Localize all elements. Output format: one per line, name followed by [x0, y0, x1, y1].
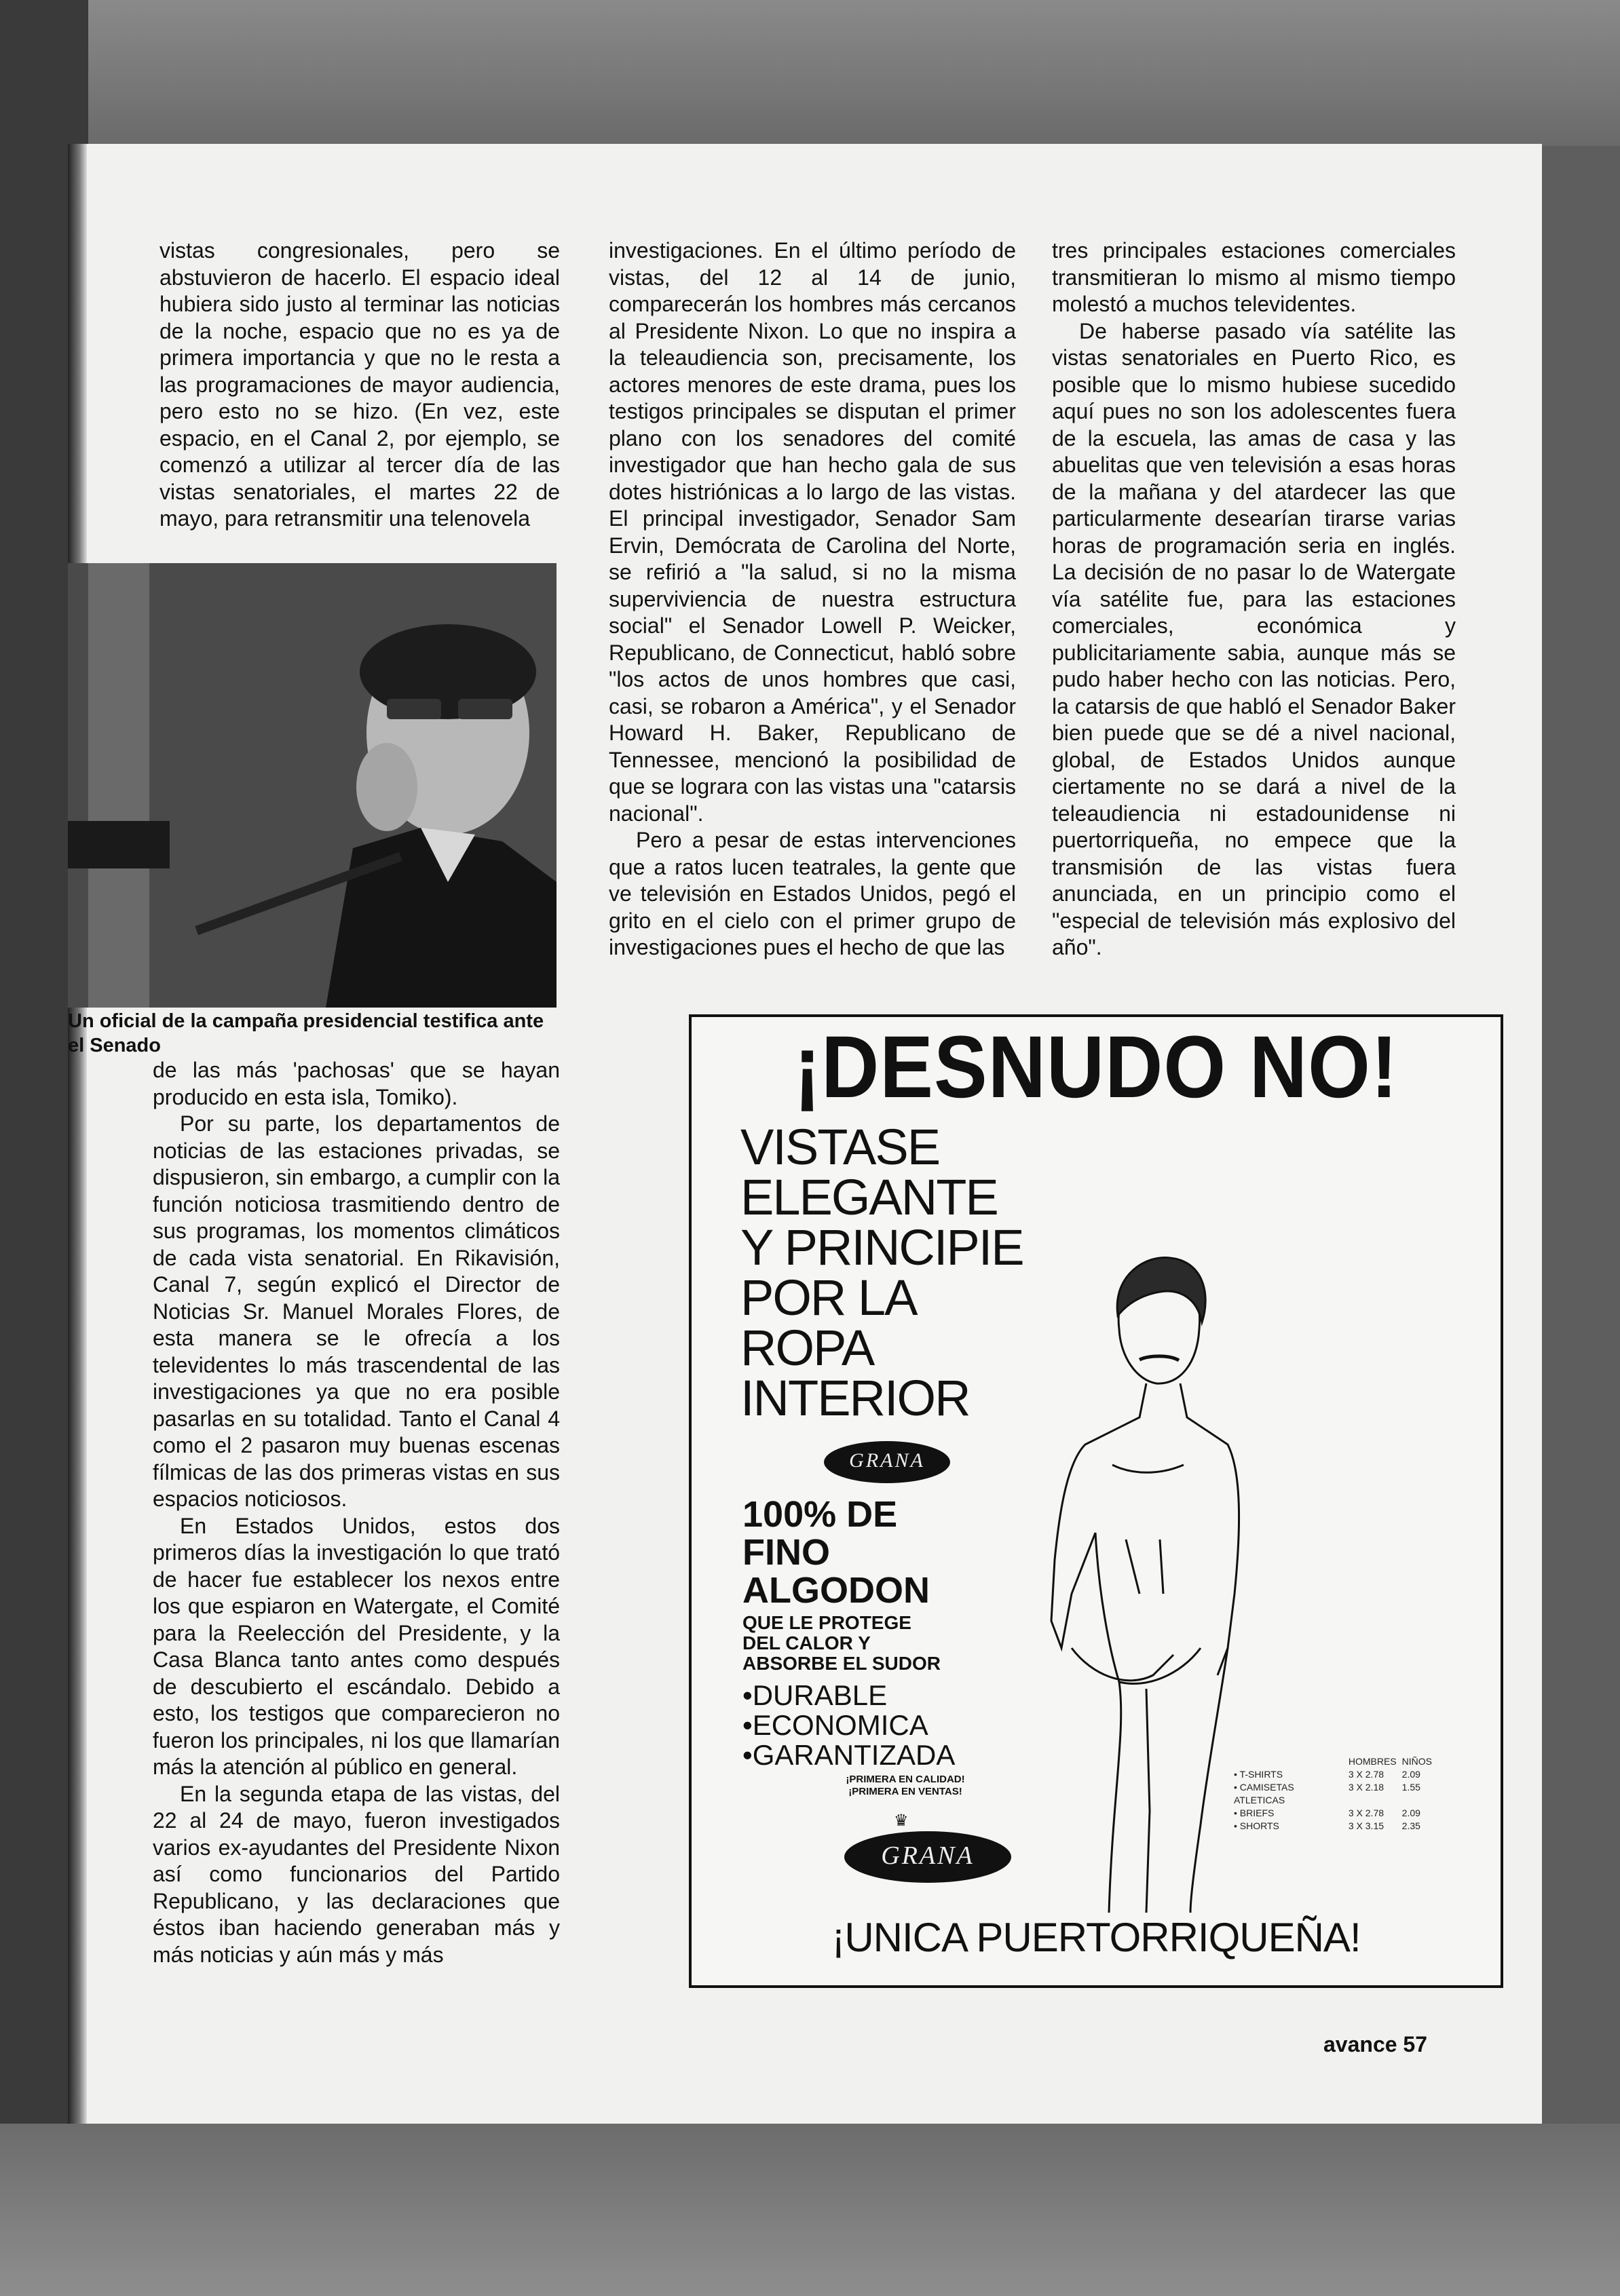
price-header: HOMBRES — [1348, 1756, 1397, 1767]
price-men: 3 X 2.78 — [1348, 1769, 1384, 1780]
price-item: • T-SHIRTS — [1234, 1769, 1283, 1780]
ad-subhead-line: ROPA — [740, 1320, 874, 1376]
price-kids: 2.09 — [1401, 1807, 1420, 1818]
column-1-top — [159, 237, 560, 533]
ad-feature: •DURABLE — [742, 1679, 888, 1711]
ad-subhead-line: ELEGANTE — [740, 1169, 998, 1225]
ad-subhead-line: VISTASE — [740, 1119, 940, 1175]
paragraph: investigaciones. En el último período de vistas, del 12 al 14 de junio, comparecerán los hombres más cercanos al Presidente Nixon. Lo que no inspira a la teleaudiencia son, precisamente, los actores menores de este drama, pues los testigos principales se disputan el primer plano con los senadores del comité investigador que han hecho gala de sus dotes histriónicas a lo largo de las vistas. El principal investigador, Senador Sam Ervin, Demócrata de Carolina del Norte, se refirió a "la salud, si no la misma superviviencia de nuestra estructura social" el Senador Lowell P. Weicker, Republicano, de Connecticut, habló sobre "los actos de unos hombres que casi, casi, se robaron a América", y el Senador Howard H. Baker, Republicano de Tennessee, mencionó la posibilidad de que se lograra con las vistas una "catarsis nacional". — [609, 238, 1016, 826]
ad-footer: ¡UNICA PUERTORRIQUEÑA! — [831, 1915, 1361, 1960]
price-item: • SHORTS — [1234, 1820, 1279, 1831]
column-3 — [1052, 237, 1456, 961]
column-2 — [609, 237, 1016, 961]
price-row — [1231, 1768, 1435, 1781]
price-item: • CAMISETAS ATLETICAS — [1234, 1782, 1294, 1805]
ad-slogan-line: ¡PRIMERA EN CALIDAD! — [846, 1774, 965, 1785]
ad-slogan-line: ¡PRIMERA EN VENTAS! — [848, 1786, 962, 1797]
senate-testimony-photo — [68, 563, 557, 1008]
paragraph: Por su parte, los departamentos de noticias de las estaciones privadas, se dispusieron, sin embargo, a cumplir con la función noticiosa trasmitiendo dentro de sus programas, los momentos climáticos de cada vista senatorial. En Rikavisión, Canal 7, según explicó el Director de Noticias Sr. Manuel Morales Flores, de esta manera se le ofrecía a los televidentes lo más trascendental de las investigaciones ya que no era posible pasarlas en su totalidad. Tanto el Canal 4 como el 2 pasaron muy buenas escenas fílmicas de las dos primeras vistas en sus espacios noticiosos. — [153, 1111, 560, 1511]
paragraph: vistas congresionales, pero se abstuvieron de hacerlo. El espacio ideal hubiera sido justo al terminar las noticias de la noche, espacio que no es ya de primera importancia y que no le resta a las programaciones de mayor audiencia, pero esto no se hizo. (En vez, este espacio, en el Canal 2, por ejemplo, se comenzó a utilizar al tercer día de las vistas senatoriales, el martes 22 de mayo, para retransmitir una telenovela — [159, 238, 560, 531]
grana-logo-bottom: GRANA — [844, 1831, 1011, 1883]
ad-cotton-line: ALGODON — [742, 1570, 930, 1611]
ad-cotton-line: 100% DE — [742, 1494, 898, 1535]
ad-feature: •GARANTIZADA — [742, 1739, 956, 1771]
ad-feature: •ECONOMICA — [742, 1709, 928, 1741]
price-men: 3 X 3.15 — [1348, 1820, 1384, 1831]
ad-headline: ¡DESNUDO NO! — [793, 1018, 1399, 1117]
ad-protect-claim — [742, 1613, 1095, 1674]
male-figure-illustration — [1044, 1241, 1248, 1913]
price-header: NIÑOS — [1401, 1756, 1432, 1767]
paragraph: de las más 'pachosas' que se hayan producido en esta isla, Tomiko). — [153, 1058, 560, 1109]
ad-protect-line: ABSORBE EL SUDOR — [742, 1653, 941, 1674]
price-kids: 1.55 — [1401, 1782, 1420, 1793]
price-men: 3 X 2.18 — [1348, 1782, 1384, 1793]
price-row — [1231, 1781, 1435, 1807]
paragraph: De haberse pasado vía satélite las vistas senatoriales en Puerto Rico, es posible que lo mismo hubiese sucedido aquí pues no son los adolescentes fuera de la escuela, las amas de casa y las abuelitas que ven televisión a esas horas de la mañana y del atardecer las que particularmente desearían tirarse varias horas de programación seria en inglés. La decisión de no pasar lo de Watergate vía satélite fue, para las estaciones comerciales, económica y publicitariamente sabia, aunque más se pudo haber hecho con las noticias. Pero, la catarsis de que habló el Senador Baker bien puede que se dé a nivel nacional, global, de Estados Unidos aunque ciertamente no se dará a nivel de la teleaudiencia ni estadounidense ni puertorriqueña, no empece que la transmisión de las vistas fuera anunciada, en un principio como el "especial de televisión más explosivo del año". — [1052, 318, 1456, 959]
paragraph: Pero a pesar de estas intervenciones que a ratos lucen teatrales, la gente que ve televisión en Estados Unidos, pegó el grito en el cielo con el primer grupo de investigaciones pues el hecho de que las — [609, 828, 1016, 959]
price-kids: 2.09 — [1401, 1769, 1420, 1780]
price-header — [1231, 1755, 1346, 1768]
ad-cotton-line: FINO — [742, 1532, 830, 1573]
paragraph: tres principales estaciones comerciales transmitieran lo mismo al mismo tiempo molestó a muchos televidentes. — [1052, 238, 1456, 316]
page-spine-shadow — [68, 144, 87, 2124]
page-folio: avance 57 — [1323, 2032, 1428, 2056]
column-1-bottom — [153, 1057, 560, 1968]
price-row — [1231, 1820, 1435, 1833]
ad-protect-line: QUE LE PROTEGE — [742, 1612, 911, 1633]
price-men: 3 X 2.78 — [1348, 1807, 1384, 1818]
ad-slogan — [804, 1774, 1007, 1798]
paragraph: En la segunda etapa de las vistas, del 22 al 24 de mayo, fueron investigados varios ex-ayudantes del Presidente Nixon así como funcionarios del Partido Republicano, y las declaraciones que éstos iban haciendo generaban más y más noticias y aún más y más — [153, 1781, 560, 1967]
price-row — [1231, 1807, 1435, 1820]
photo-caption: Un oficial de la campaña presidencial testifica ante el Senado — [68, 1010, 544, 1056]
scan-background-top — [0, 0, 1620, 146]
ad-protect-line: DEL CALOR Y — [742, 1632, 871, 1653]
scan-background-bottom — [0, 2124, 1620, 2296]
paragraph: En Estados Unidos, estos dos primeros días la investigación lo que trató de hacer fue establecer los nexos entre los que espiaron en Watergate, el Comité para la Reelección del Presidente, y la Casa Blanca tanto antes como después de descubierto el escándalo. Debido a esto, los testigos que comparecieron no fueron los principales, ni los que llamarían más la atención al público en general. — [153, 1513, 560, 1779]
price-item: • BRIEFS — [1234, 1807, 1275, 1818]
crown-icon: ♛ — [894, 1812, 909, 1830]
ad-subhead-line: INTERIOR — [740, 1370, 970, 1426]
ad-subhead-line: Y PRINCIPIE — [740, 1219, 1023, 1276]
grana-logo: GRANA — [824, 1441, 950, 1483]
ad-features — [742, 1681, 1055, 1770]
grana-underwear-ad — [689, 1014, 1503, 1988]
ad-subhead-line: POR LA — [740, 1269, 917, 1326]
photo-illustration — [68, 563, 557, 1008]
price-kids: 2.35 — [1401, 1820, 1420, 1831]
price-table — [1231, 1755, 1435, 1833]
price-table-header — [1231, 1755, 1435, 1768]
